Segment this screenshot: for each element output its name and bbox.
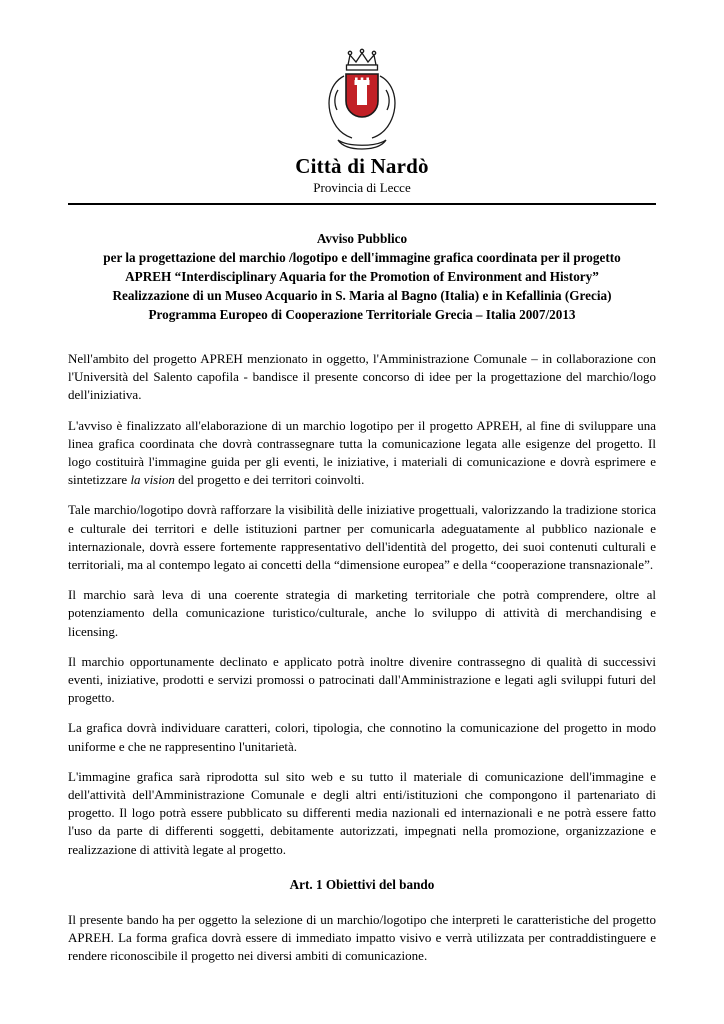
article-1-heading: Art. 1 Obiettivi del bando <box>289 876 435 892</box>
paragraph-2-text-before: L'avviso è finalizzato all'elaborazione di un marchio logotipo per il progetto APREH, al fine di sviluppare una linea grafica coordinata che dovrà contrassegnare tutta la comunicazione legata alle esigenze del progetto. Il logo costituirà l'immagine guida per gli eventi, le iniziative, i materiali di comunicazione e dovrà esprimere e sintetizzare <box>68 417 656 488</box>
body-paragraph-6: La grafica dovrà individuare caratteri, colori, tipologia, che connotino la comunicazione del progetto in modo uniforme e che ne rappresentino l'unitarietà. <box>68 720 656 754</box>
body-paragraph-5: Il marchio opportunamente declinato e applicato potrà inoltre divenire contrassegno di qualità di successivi eventi, iniziative, prodotti e servizi promossi o patrocinati dall'Amministrazione e legati agli sviluppi futuri del progetto. <box>68 653 656 706</box>
notice-title-block <box>68 229 656 324</box>
body-paragraph-2 <box>68 417 656 490</box>
notice-title-line-1: Avviso Pubblico <box>316 231 408 246</box>
emblem-container <box>68 48 656 150</box>
nardo-coat-of-arms-icon <box>316 48 408 150</box>
body-paragraph-3: Tale marchio/logotipo dovrà rafforzare la visibilità delle iniziative progettuali, valorizzando la tradizione storica e culturale dei territori e delle istituzioni partner per comunicarla adeguatamente al pubblico nazionale e internazionale, dovrà essere fortemente rappresentativo dell'identità del progetto, dei suoi contenuti culturali e territoriali, ma al contempo legato ai concetti della “dimensione europea” e della “cooperazione transnazionale”. <box>68 502 656 573</box>
body-paragraph-1: Nell'ambito del progetto APREH menzionato in oggetto, l'Amministrazione Comunale – in collaborazione con l'Università del Salento capofila - bandisce il presente concorso di idee per la progettazione del marchio/logo dell'iniziativa. <box>68 351 656 403</box>
header-divider <box>68 203 656 205</box>
document-body <box>68 350 656 966</box>
body-paragraph-8: Il presente bando ha per oggetto la selezione di un marchio/logotipo che interpreti le caratteristiche del progetto APREH. La forma grafica dovrà essere di immediato impatto visivo e verrà utilizzata per contraddistinguere e rendere riconoscibile il progetto nei diversi ambiti di comunicazione. <box>68 912 656 964</box>
city-title: Città di Nardò <box>295 154 429 178</box>
province-subtitle: Provincia di Lecce <box>313 180 411 195</box>
body-paragraph-7: L'immagine grafica sarà riprodotta sul sito web e su tutto il materiale di comunicazione dell'immagine e dell'attività dell'Amministrazione Comunale e degli altri enti/istituzioni che compongono il partenariato di progetto. Il logo potrà essere pubblicato su differenti media nazionali ed internazionali e ne potrà essere fatto l'uso da parte di differenti soggetti, debitamente autorizzati, impegnati nella promozione, organizzazione e realizzazione di attività legate al progetto. <box>68 768 656 857</box>
paragraph-2-text-after: del progetto e dei territori coinvolti. <box>174 472 365 488</box>
body-paragraph-4: Il marchio sarà leva di una coerente strategia di marketing territoriale che potrà comprendere, oltre al potenziamento della comunicazione turistico/culturale, anche lo sviluppo di attività di merchandising e licensing. <box>68 587 656 639</box>
notice-title-line-3: APREH “Interdisciplinary Aquaria for the Promotion of Environment and History” <box>125 269 599 284</box>
italic-phrase-la-vision: la vision <box>130 472 175 488</box>
notice-title-line-2: per la progettazione del marchio /logotipo e dell'immagine grafica coordinata per il progetto <box>103 250 621 265</box>
notice-title-line-4: Realizzazione di un Museo Acquario in S. Maria al Bagno (Italia) e in Kefallinia (Grecia) <box>112 288 612 303</box>
notice-title-line-5: Programma Europeo di Cooperazione Territoriale Grecia – Italia 2007/2013 <box>148 307 576 322</box>
